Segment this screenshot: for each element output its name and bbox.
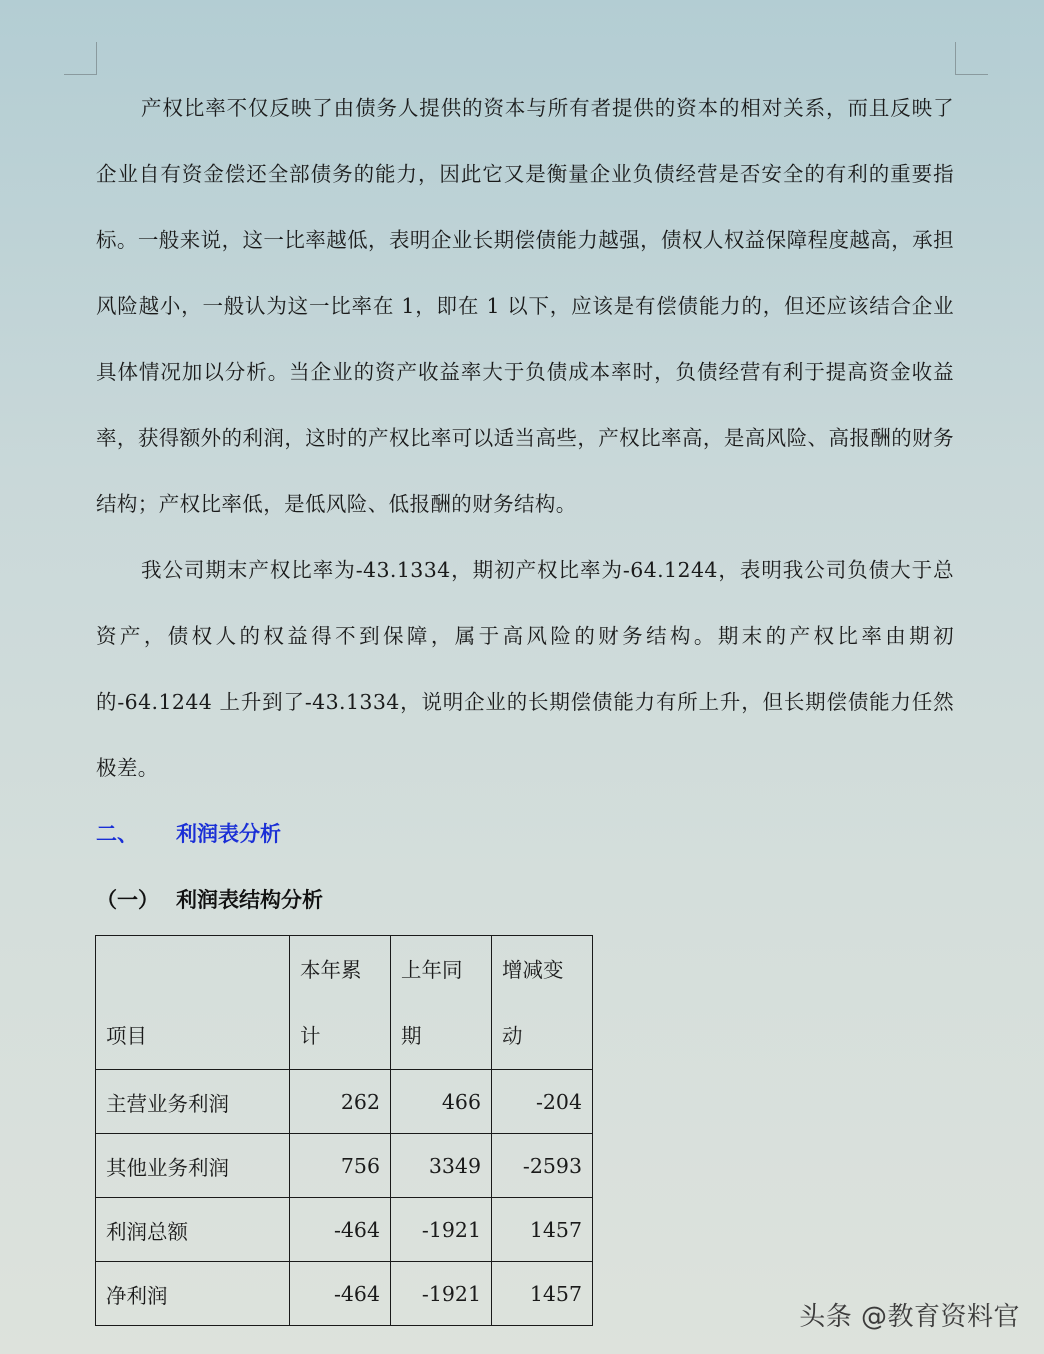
table-cell-item: 利润总额	[96, 1198, 290, 1262]
table-cell-value: 262	[290, 1070, 391, 1134]
table-row	[96, 1262, 593, 1326]
section-heading	[96, 801, 954, 867]
table-cell-value: -464	[290, 1198, 391, 1262]
table-header-cell: 增减变动	[492, 936, 593, 1070]
subsection-title: 利润表结构分析	[176, 887, 323, 912]
table-cell-item: 其他业务利润	[96, 1134, 290, 1198]
table-cell-item: 主营业务利润	[96, 1070, 290, 1134]
paragraph-equity-ratio-explanation: 产权比率不仅反映了由债务人提供的资本与所有者提供的资本的相对关系，而且反映了企业自有资金偿还全部债务的能力，因此它又是衡量企业负债经营是否安全的有利的重要指标。一般来说，这一比率越低，表明企业长期偿债能力越强，债权人权益保障程度越高，承担风险越小，一般认为这一比率在 1，即在 1 以下，应该是有偿债能力的，但还应该结合企业具体情况加以分析。当企业的资产收益率大于负债成本率时，负债经营有利于提高资金收益率，获得额外的利润，这时的产权比率可以适当高些，产权比率高，是高风险、高报酬的财务结构；产权比率低，是低风险、低报酬的财务结构。	[96, 96, 954, 516]
table-cell-value: 3349	[391, 1134, 492, 1198]
section-number: 二、	[96, 821, 138, 846]
table-header-cell: 上年同期	[391, 936, 492, 1070]
section-title: 利润表分析	[176, 821, 281, 846]
table-cell-value: 756	[290, 1134, 391, 1198]
table-cell-value: 1457	[492, 1262, 593, 1326]
table-row	[96, 1070, 593, 1134]
subsection-heading	[96, 867, 954, 933]
table-header-cell: 本年累计	[290, 936, 391, 1070]
table-row	[96, 1134, 593, 1198]
table-cell-item: 净利润	[96, 1262, 290, 1326]
table-header-row	[96, 936, 593, 1070]
page-corner-mark-top-left	[64, 42, 97, 75]
profit-structure-table	[95, 935, 593, 1326]
page-corner-mark-top-right	[955, 42, 988, 75]
paragraph-company-equity-ratio: 我公司期末产权比率为-43.1334，期初产权比率为-64.1244，表明我公司负债大于总资产，债权人的权益得不到保障，属于高风险的财务结构。期末的产权比率由期初的-64.1244 上升到了-43.1334，说明企业的长期偿债能力有所上升，但长期偿债能力任然极差。	[96, 558, 954, 780]
watermark: 头条 @教育资料官	[799, 1302, 1020, 1332]
table-cell-value: -204	[492, 1070, 593, 1134]
subsection-number: （一）	[96, 887, 159, 912]
table-cell-value: -1921	[391, 1262, 492, 1326]
table-cell-value: 1457	[492, 1198, 593, 1262]
table-row	[96, 1198, 593, 1262]
table-header-cell: 项目	[96, 936, 290, 1070]
table-cell-value: -2593	[492, 1134, 593, 1198]
document-body	[96, 75, 954, 933]
table-cell-value: -1921	[391, 1198, 492, 1262]
table-cell-value: 466	[391, 1070, 492, 1134]
table-cell-value: -464	[290, 1262, 391, 1326]
